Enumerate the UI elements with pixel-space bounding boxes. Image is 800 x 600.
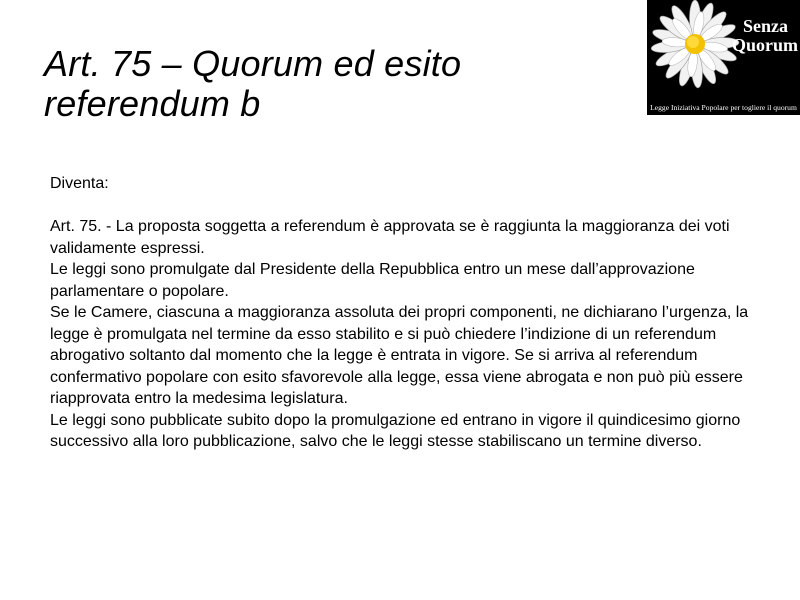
spacer: [50, 195, 780, 217]
intro-text: Diventa:: [50, 175, 109, 192]
paragraph-1: Art. 75. - La proposta soggetta a referendum è approvata se è raggiunta la maggioranza dei voti validamente espressi.: [50, 218, 730, 257]
slide-title: [44, 44, 624, 124]
slide-body: [50, 173, 780, 453]
logo-word-quorum: Quorum: [731, 35, 798, 55]
paragraph-4: Le leggi sono pubblicate subito dopo la promulgazione ed entrano in vigore il quindicesimo giorno successivo alla loro pubblicazione, salvo che le leggi stesse stabiliscano un termine diverso.: [50, 411, 741, 450]
title-line-1: Art. 75 – Quorum ed esito: [44, 43, 462, 84]
senza-quorum-logo: [647, 0, 800, 115]
logo-caption: Legge Iniziativa Popolare per togliere il quorum: [650, 103, 797, 112]
paragraph-2: Le leggi sono promulgate dal Presidente della Repubblica entro un mese dall’approvazione parlamentare o popolare.: [50, 261, 695, 300]
logo-word-senza: Senza: [743, 16, 788, 36]
paragraph-3: Se le Camere, ciascuna a maggioranza assoluta dei propri componenti, ne dichiarano l’urgenza, la legge è promulgata nel termine da esso stabilito e si può chiedere l’indizione di un referendum abrogativo soltanto dal momento che la legge è entrata in vigore. Se si arriva al referendum confermativo popolare con esito sfavorevole alla legge, essa viene abrogata e non può più essere riapprovata entro la medesima legislatura.: [50, 304, 749, 407]
title-line-2: referendum b: [44, 83, 261, 124]
